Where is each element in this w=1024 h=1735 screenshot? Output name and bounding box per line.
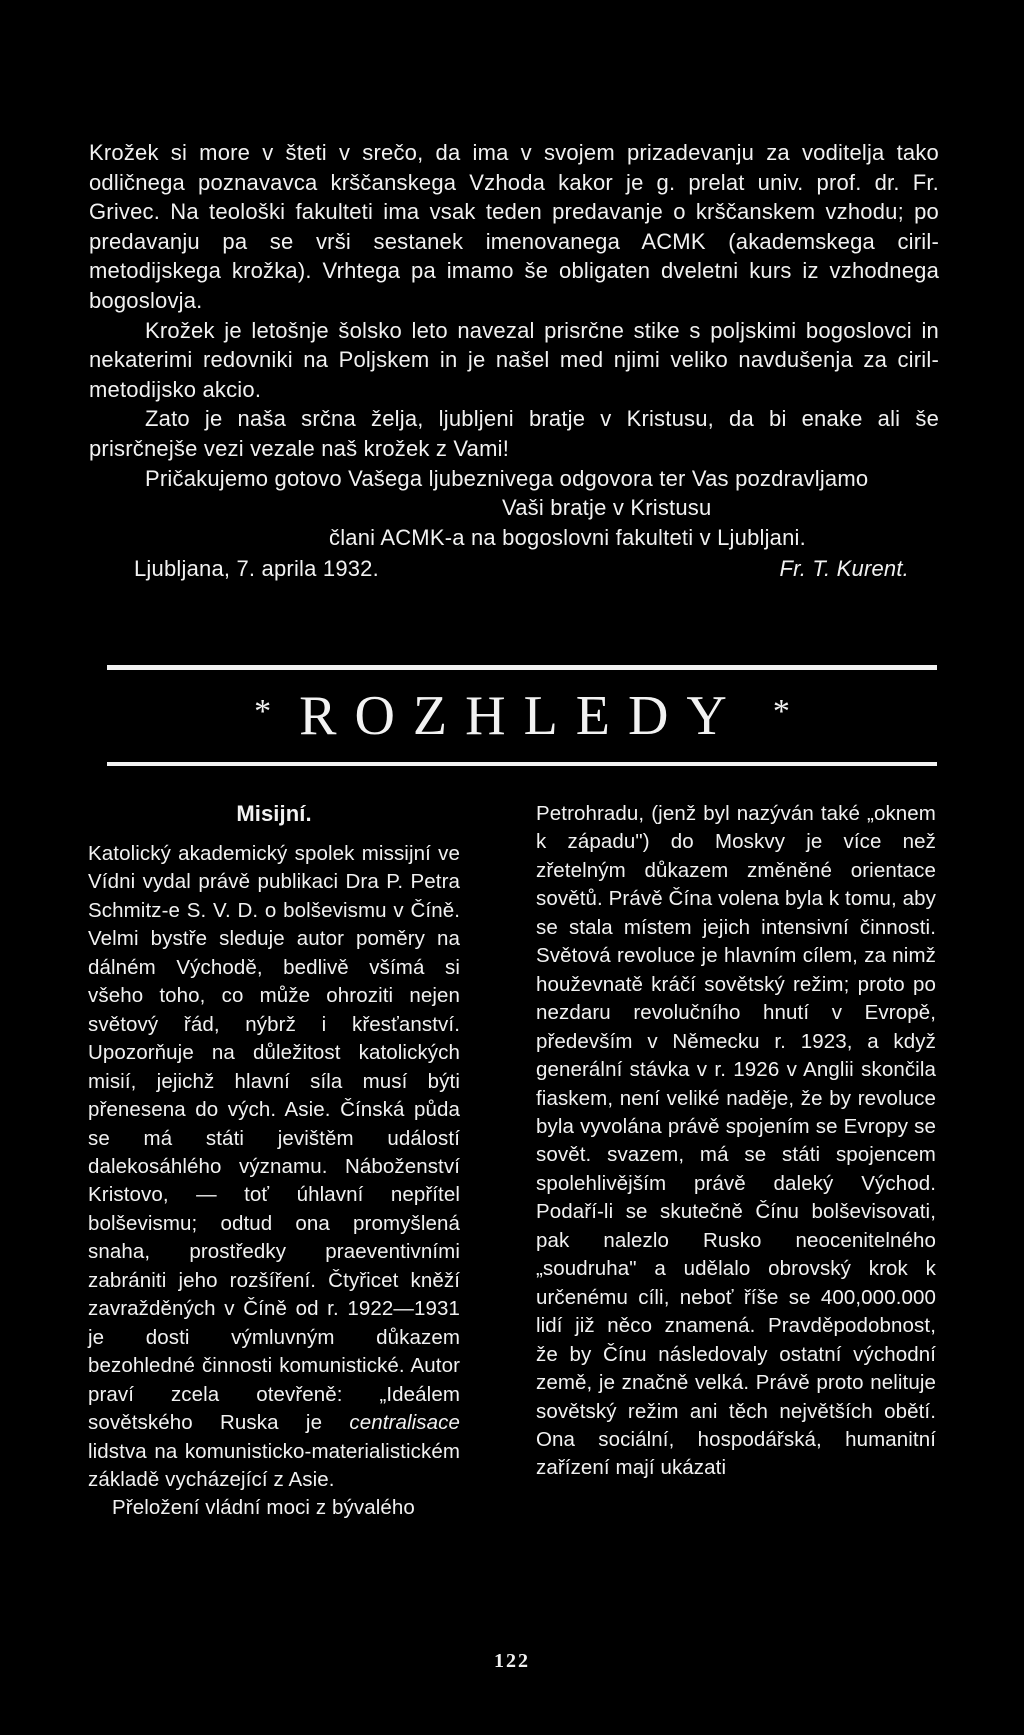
left-paragraph-1-text: Katolický akademický spolek missijní ve Vídni vydal právě publikaci Dra P. Petra Schmitz-e S. V. D. o bolševismu v Číně. Velmi bystře sleduje autor poměry na dálném Východě, bedlivě všímá si všeho toho, co může ohroziti nejen světový řád, nýbrž i křesťanství. Upozorňuje na důležitost katolických misií, jejichž hlavní síla musí býti přenesena do vých. Asie. Čínská půda se má státi jevištěm událostí dalekosáhlého významu. Náboženství Kristovo, — toť úhlavní nepřítel bolševismu; odtud ona promyšlená snaha, prostředky praeventivními zabrániti jeho rozšíření. Čtyřicet kněží zavražděných v Číně od r. 1922—1931 je dosti výmluvným důkazem bezohledné činnosti komunistické. Autor praví zcela otevřeně: „Ideálem sovětského Ruska je: [88, 842, 460, 1435]
letter-paragraph-3: Zato je naša srčna želja, ljubljeni bratje v Kristusu, da bi enake ali še prisrčnejše vezi vezale naš krožek z Vami!: [89, 406, 939, 461]
left-paragraph-1-ending: lidstva na komunisticko-materialistickém základě vycházející z Asie.: [88, 1439, 460, 1491]
page-number: 122: [494, 1650, 530, 1672]
place-date: Ljubljana, 7. aprila 1932.: [134, 556, 379, 582]
left-paragraph-1: [88, 840, 460, 1494]
asterisk-right-icon: *: [772, 693, 790, 730]
left-paragraph-2: Přeložení vládní moci z bývalého: [112, 1496, 415, 1520]
right-paragraph: Petrohradu, (jenž byl nazýván také „oknem k západu") do Moskvy je více než zřetelným důkazem změněné orientace sovětů. Právě Čína volena byla k tomu, aby se stala místem jejich intensivní činnosti. Světová revoluce je hlavním cílem, za nimž houževnatě kráčí sovětský režim; proto po nezdaru revolučního hnutí v Evropě, především v Německu r. 1923, a když generální stávka v r. 1926 v Anglii skončila fiaskem, není veliké naděje, že by revoluce byla vyvolána právě spojením se Evropy se sovět. svazem, má se státi spojencem spolehlivějším právě daleký Východ. Podaří-li se skutečně Čínu bolševisovati, pak nalezlo Rusko neocenitelného „soudruha" a udělalo obrovský krok k určenému cíli, neboť říše se 400,000.000 lidí již něco znamená. Pravděpodobnost, že by Čínu následovaly ostatní východní země, je značně velká. Právě proto nelituje sovětský režim ani těch největších obětí. Ona sociální, hospodářská, humanitní zařízení mají ukázati: [536, 802, 936, 1480]
letter-paragraph-4: Pričakujemo gotovo Vašega ljubeznivega odgovora ter Vas pozdravljamo: [145, 465, 869, 491]
section-title: ROZHLEDY: [299, 685, 745, 747]
section-rule-top: [107, 665, 937, 670]
signature-line: [89, 554, 939, 584]
letter-block: [89, 138, 939, 584]
signature-greeting: Vaši bratje v Kristusu: [502, 495, 712, 521]
emphasis-word: centralisace: [349, 1411, 460, 1435]
author-signature: Fr. T. Kurent.: [779, 556, 909, 582]
signature-members: člani ACMK-a na bogoslovni fakulteti v Ljubljani.: [329, 524, 806, 550]
right-column: [536, 800, 936, 1483]
section-heading: [107, 683, 937, 749]
letter-paragraph-1: Krožek si more v šteti v srečo, da ima v svojem prizadevanju za voditelja tako odličnega poznavavca krščanskega Vzhoda kakor je g. prelat univ. prof. dr. Fr. Grivec. Na teološki fakulteti ima vsak teden predavanje o krščanskem vzhodu; po predavanju pa se vrši sestanek imenovanega ACMK (akademskega ciril-metodijskega krožka). Vrhtega pa imamo še obligaten dveletni kurs iz vzhodnega bogoslovja.: [89, 140, 939, 313]
section-rule-bottom: [107, 762, 937, 766]
column-heading: Misijní.: [236, 801, 312, 826]
asterisk-left-icon: *: [254, 693, 272, 730]
letter-paragraph-2: Krožek je letošnje šolsko leto navezal prisrčne stike s poljskimi bogoslovci in nekaterimi redovniki na Poljskem in je našel med njimi veliko navdušenja za ciril-metodijsko akcio.: [89, 317, 939, 402]
left-column: [88, 800, 460, 1523]
